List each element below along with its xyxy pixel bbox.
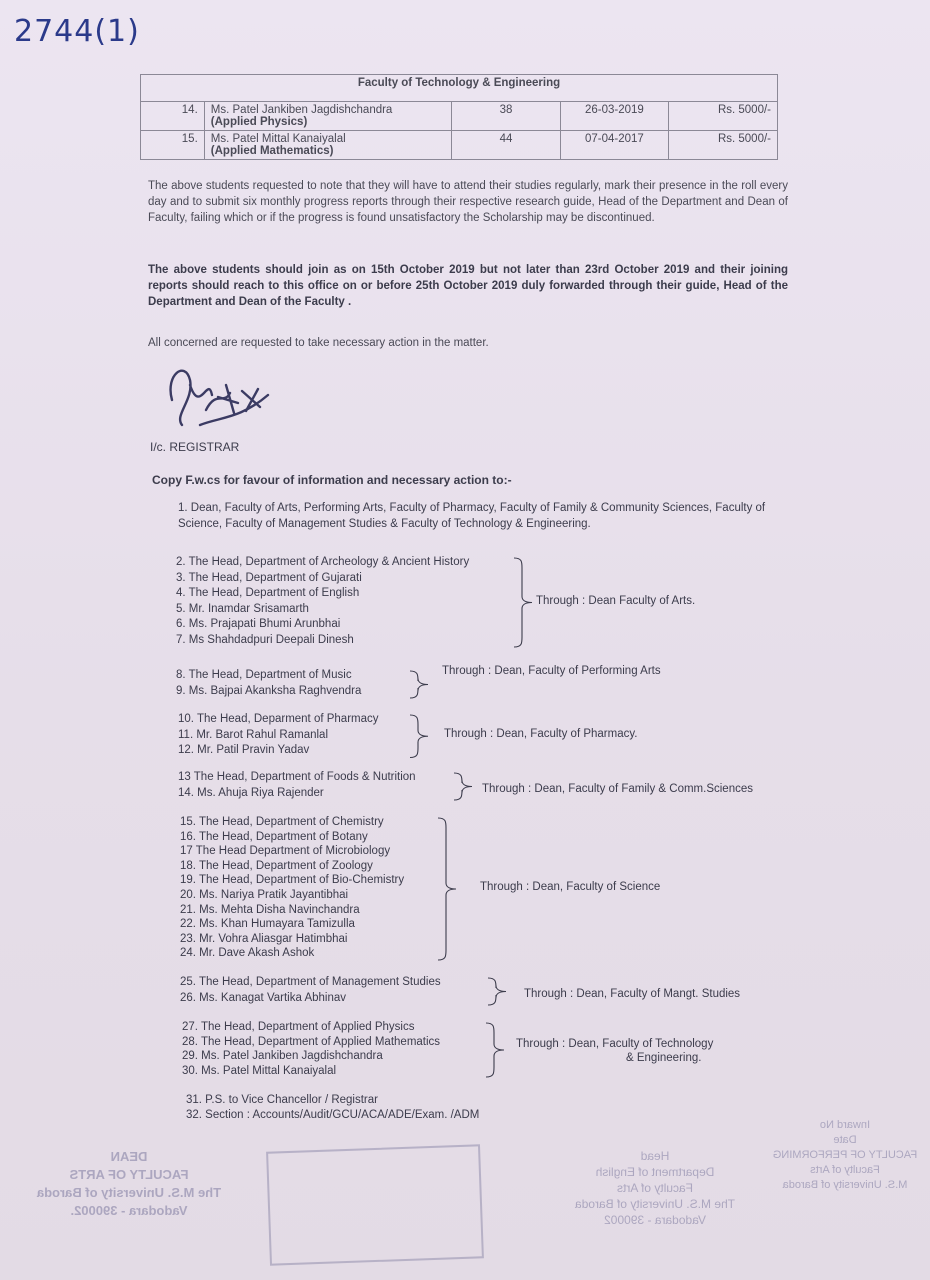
student-name: Ms. Patel Mittal Kanaiyalal — [210, 133, 346, 145]
distribution-line: 25. The Head, Department of Management Studies — [180, 976, 441, 988]
distribution-line: 27. The Head, Department of Applied Physics — [182, 1021, 415, 1033]
through-label: Through : Dean, Faculty of Technology — [516, 1038, 714, 1050]
distribution-line: 20. Ms. Nariya Pratik Jayantibhai — [180, 889, 349, 901]
distribution-line: 28. The Head, Department of Applied Mathematics — [182, 1035, 441, 1048]
distribution-line: 26. Ms. Kanagat Vartika Abhinav — [180, 991, 346, 1004]
brace-icon — [408, 669, 432, 700]
distribution-item-31: 31. P.S. to Vice Chancellor / Registrar — [186, 1094, 378, 1106]
through-label: Through : Dean, Faculty of Mangt. Studies — [524, 987, 741, 1000]
row-number: 14. — [141, 102, 205, 131]
stamp-line: The M.S. University of Baroda — [574, 1197, 736, 1211]
row-amount: Rs. 5000/- — [669, 131, 778, 160]
faculty-stamp — [266, 1144, 484, 1265]
distribution-line: 3. The Head, Department of Gujarati — [176, 571, 362, 584]
distribution-line: 29. Ms. Patel Jankiben Jagdishchandra — [182, 1050, 383, 1062]
distribution-line: 5. Mr. Inamdar Srisamarth — [176, 602, 309, 615]
student-subject: (Applied Physics) — [210, 116, 308, 128]
distribution-line: 2. The Head, Department of Archeology & Ancient History — [176, 556, 470, 568]
distribution-line: 11. Mr. Barot Rahul Ramanlal — [178, 728, 328, 741]
stamp-line: M.S. University of Baroda — [782, 1179, 908, 1191]
through-label: Through : Dean, Faculty of Pharmacy. — [444, 728, 638, 741]
registrar-title: I/c. REGISTRAR — [150, 440, 240, 454]
row-name-cell — [204, 102, 452, 131]
distribution-line: 19. The Head, Department of Bio-Chemistry — [180, 874, 405, 887]
distribution-line: 10. The Head, Deparment of Pharmacy — [178, 713, 379, 725]
distribution-line: 23. Mr. Vohra Aliasgar Hatimbhai — [180, 932, 348, 945]
distribution-item-32: 32. Section : Accounts/Audit/GCU/ACA/ADE/Exam. /ADM — [186, 1109, 480, 1121]
distribution-line: 6. Ms. Prajapati Bhumi Arunbhai — [176, 618, 341, 630]
stamp-line: Faculty of Arts — [810, 1164, 880, 1176]
distribution-line: 12. Mr. Patil Pravin Yadav — [178, 744, 310, 756]
stamp-line: DEAN — [110, 1149, 148, 1164]
through-label: Through : Dean Faculty of Arts. — [536, 594, 696, 607]
stamp-line: FACULTY OF PERFORMING — [772, 1149, 918, 1161]
stamp-line: Faculty of Arts — [616, 1181, 694, 1195]
distribution-line: 14. Ms. Ahuja Riya Rajender — [178, 786, 324, 799]
scholarship-table — [140, 74, 778, 160]
distribution-line: 24. Mr. Dave Akash Ashok — [180, 947, 315, 960]
stamp-line: Head — [640, 1149, 670, 1163]
brace-icon — [452, 771, 476, 802]
distribution-line: 4. The Head, Department of English — [176, 587, 360, 599]
stamp-line: Date — [833, 1134, 857, 1146]
joining-paragraph: The above students should join as on 15th October 2019 but not later than 23rd October 2019 and their joining reports should reach to this office on or before 25th October 2019 duly forwarded through their guide, Head of the Department and Dean of the Faculty . — [148, 264, 788, 308]
handwritten-reference: 2744(1) — [14, 14, 140, 49]
distribution-line: 9. Ms. Bajpai Akanksha Raghvendra — [176, 684, 362, 697]
distribution-line: 17 The Head Department of Microbiology — [180, 845, 391, 858]
registrar-signature — [160, 355, 280, 435]
stamp-line: Inward No — [819, 1119, 871, 1131]
distribution-line: 16. The Head, Department of Botany — [180, 830, 368, 843]
distribution-line: 7. Ms Shahdadpuri Deepali Dinesh — [176, 633, 354, 646]
stamp-line: FACULTY OF ARTS — [69, 1167, 189, 1182]
distribution-line: 30. Ms. Patel Mittal Kanaiyalal — [182, 1064, 337, 1077]
head-english-stamp — [540, 1148, 770, 1258]
row-date: 07-04-2017 — [560, 131, 669, 160]
table-header: Faculty of Technology & Engineering — [141, 75, 778, 102]
through-label-continued: & Engineering. — [626, 1052, 702, 1064]
brace-icon — [486, 976, 510, 1007]
dean-stamp — [14, 1148, 244, 1248]
stamp-line: Department of English — [595, 1165, 715, 1179]
stamp-line: The M.S. University of Baroda — [36, 1185, 222, 1200]
stamp-line: Vadodara - 390002. — [70, 1203, 188, 1218]
row-amount: Rs. 5000/- — [669, 102, 778, 131]
brace-icon — [436, 816, 460, 962]
student-name: Ms. Patel Jankiben Jagdishchandra — [210, 104, 393, 116]
distribution-line: 18. The Head, Department of Zoology — [180, 859, 373, 872]
row-rank: 44 — [452, 131, 560, 160]
distribution-line: 21. Ms. Mehta Disha Navinchandra — [180, 903, 360, 916]
brace-icon — [408, 713, 432, 760]
row-rank: 38 — [452, 102, 560, 131]
distribution-line: 13 The Head, Department of Foods & Nutrition — [178, 771, 416, 783]
instructions-paragraph: The above students requested to note that they will have to attend their studies regularly, mark their presence in the roll every day and to submit six monthly progress reports through their respective research guide, Head of the Department and Dean of Faculty, failing which or if the progress is found unsatisfactory the Scholarship may be discontinued. — [148, 180, 788, 224]
brace-icon — [512, 556, 536, 649]
through-label: Through : Dean, Faculty of Family & Comm.Sciences — [482, 782, 753, 795]
row-name-cell — [204, 131, 452, 160]
table-row — [141, 131, 778, 160]
brace-icon — [484, 1021, 508, 1079]
distribution-line: 15. The Head, Department of Chemistry — [180, 816, 384, 828]
action-paragraph: All concerned are requested to take necessary action in the matter. — [148, 337, 489, 349]
copy-heading: Copy F.w.cs for favour of information and necessary action to:- — [152, 473, 512, 487]
distribution-line: 22. Ms. Khan Humayara Tamizulla — [180, 918, 355, 931]
through-label: Through : Dean, Faculty of Science — [480, 881, 661, 893]
stamp-line: Vadodara - 390002 — [604, 1213, 706, 1227]
student-subject: (Applied Mathematics) — [210, 145, 334, 157]
row-number: 15. — [141, 131, 205, 160]
row-date: 26-03-2019 — [560, 102, 669, 131]
distribution-line: 8. The Head, Department of Music — [176, 669, 352, 681]
table-row — [141, 102, 778, 131]
through-label: Through : Dean, Faculty of Performing Arts — [442, 664, 661, 677]
inward-stamp — [760, 1118, 930, 1218]
distribution-item-1: 1. Dean, Faculty of Arts, Performing Arts, Faculty of Pharmacy, Faculty of Family & Community Sciences, Faculty of Science, Faculty of Management Studies & Faculty of Technology & Engineering. — [178, 502, 766, 530]
